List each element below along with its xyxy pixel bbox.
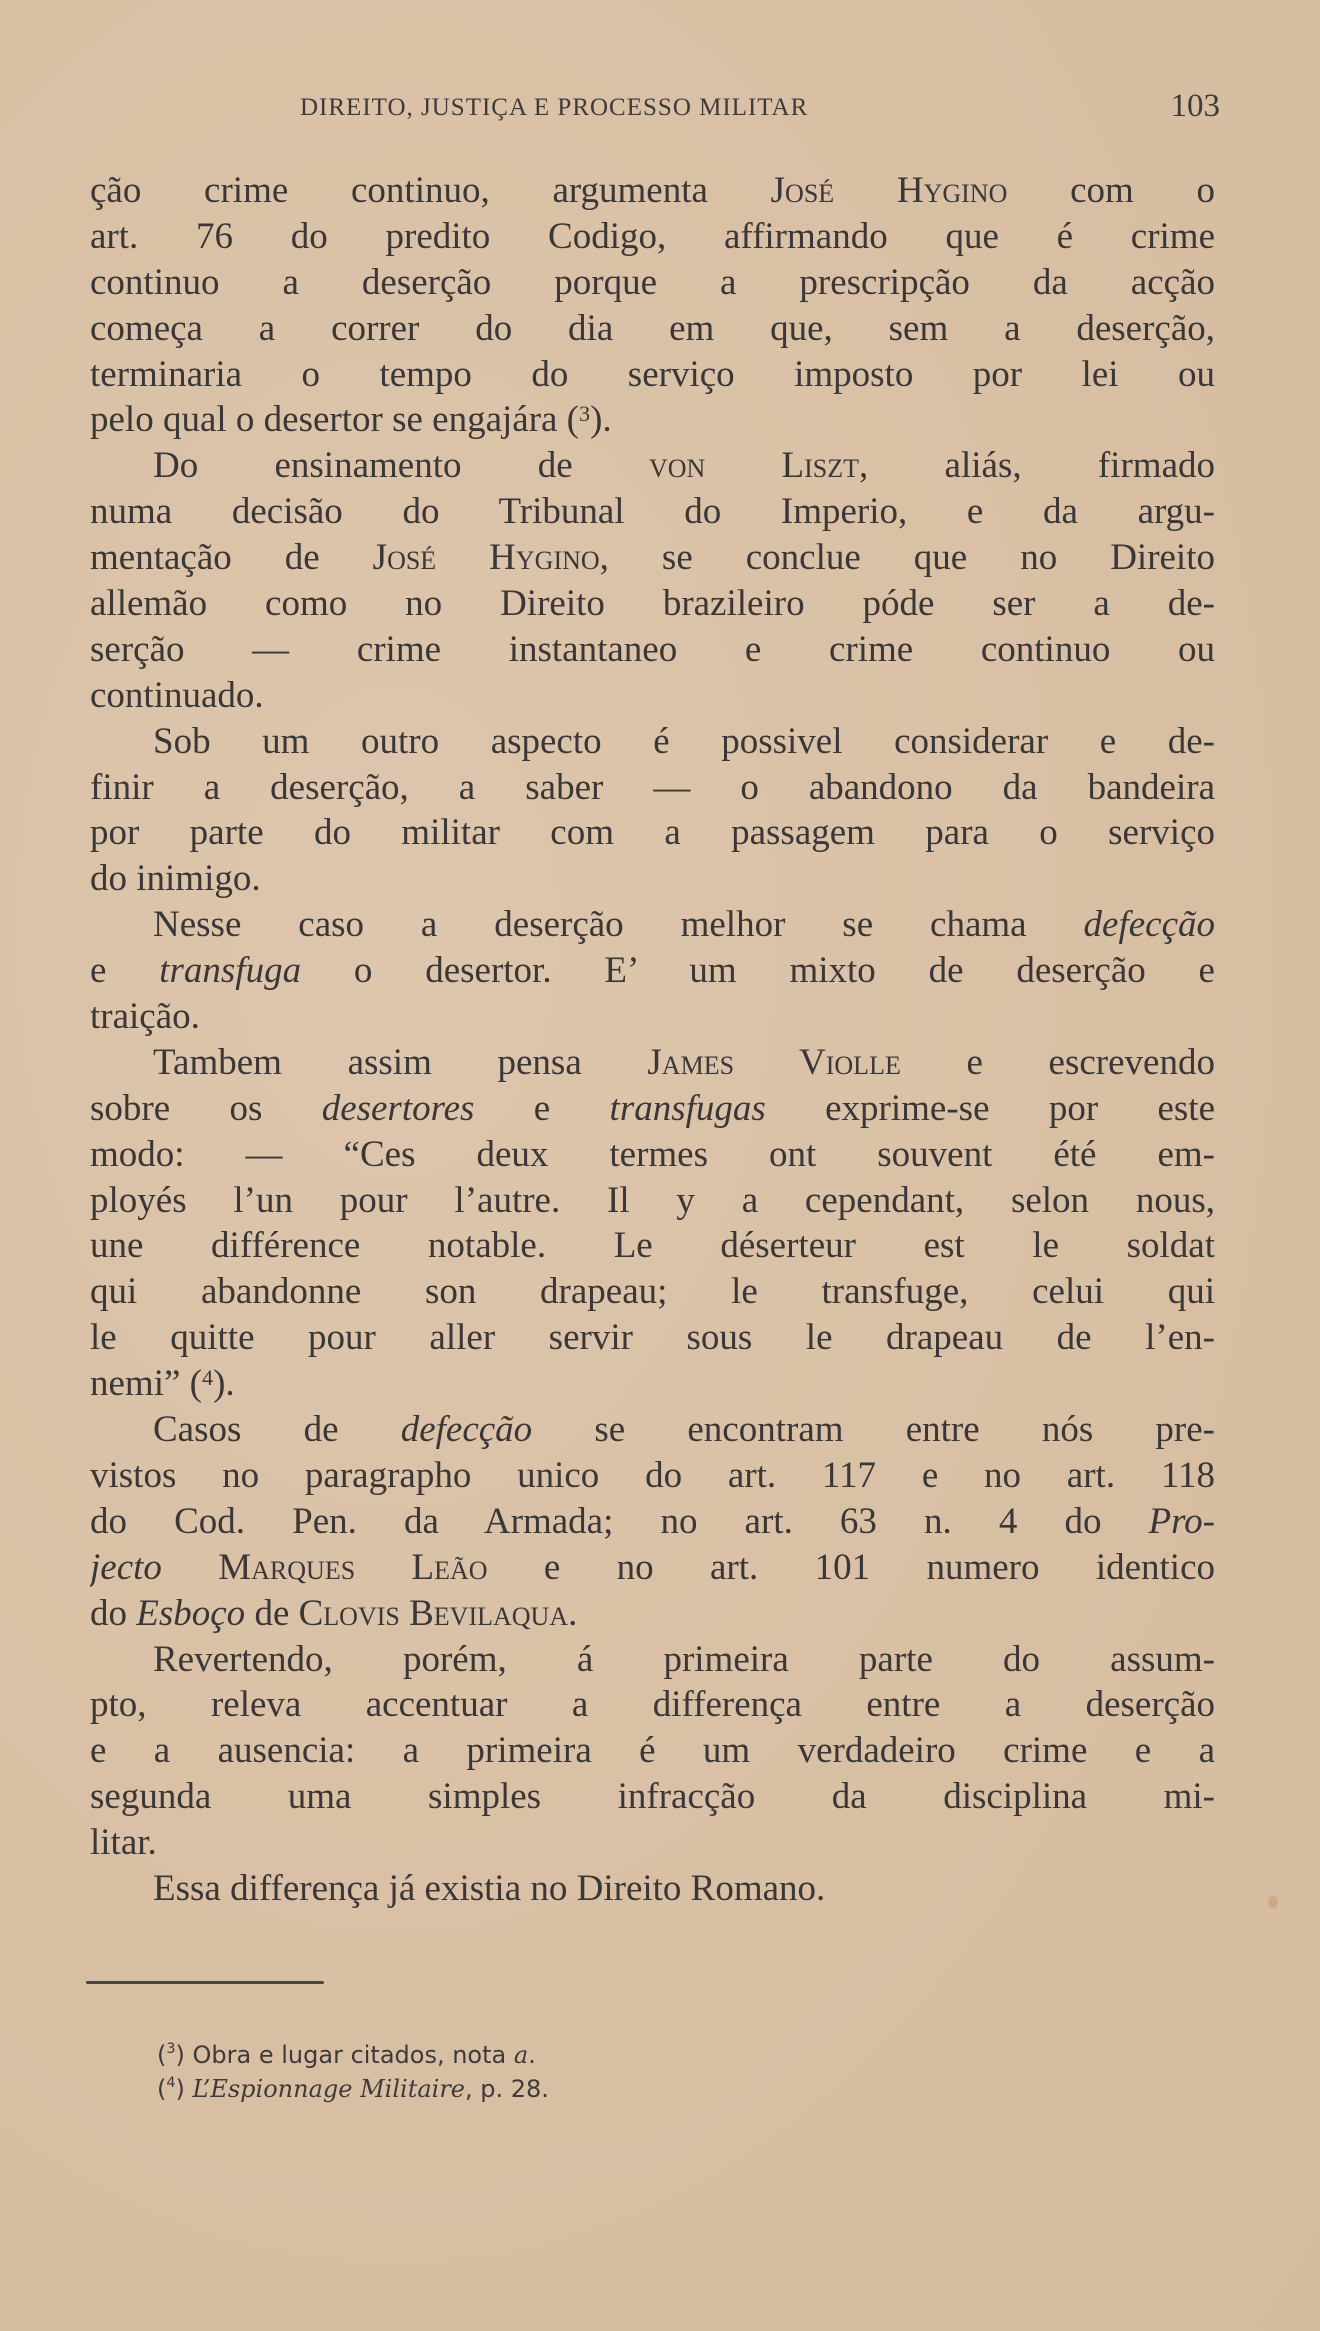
text-line (90, 1040, 1215, 1086)
footnote-reference: 4 (166, 2075, 176, 2091)
italic-term: Pro- (1148, 1500, 1215, 1542)
text-line (90, 1269, 1215, 1315)
text-run: finir a deserção, a saber — o abandono da bandeira (90, 766, 1215, 808)
text-run: numa decisão do Tribunal do Imperio, e da argu- (90, 491, 1215, 533)
text-run: o desertor. E’ um mixto de deserção e (301, 950, 1215, 992)
text-line (90, 1637, 1215, 1683)
text-line (90, 856, 1215, 902)
italic-term: jecto (90, 1546, 162, 1588)
text-run: ) Obra e lugar citados, nota (175, 2041, 514, 2069)
text-run: qui abandonne son drapeau; le transfuge, celui qui (90, 1271, 1215, 1313)
text-line (90, 1866, 1215, 1912)
footnote (157, 2038, 857, 2072)
text-run: ) (175, 2075, 193, 2103)
text-line (90, 1315, 1215, 1361)
text-run: Revertendo, porém, á primeira parte do assum- (153, 1638, 1215, 1680)
text-line (90, 810, 1215, 856)
text-run: exprime-se por este (765, 1087, 1215, 1129)
italic-term: L’Espionnage Militaire (192, 2075, 465, 2103)
text-line (90, 1820, 1215, 1866)
text-line (90, 1178, 1215, 1224)
text-run: ployés l’un pour l’autre. Il y a cependant, selon nous, (90, 1179, 1215, 1221)
text-run: mentação de (90, 537, 373, 579)
page-number: 103 (1170, 88, 1220, 124)
text-run: do inimigo. (90, 858, 261, 900)
running-title: DIREITO, JUSTIÇA E PROCESSO MILITAR (300, 94, 809, 121)
italic-term: defecção (1083, 904, 1215, 946)
text-run: une différence notable. Le déserteur est le soldat (90, 1225, 1215, 1267)
text-run: e a ausencia: a primeira é um verdadeiro crime e a (90, 1730, 1215, 1772)
author-name: José Hygino (770, 170, 1008, 211)
text-line (90, 1361, 1215, 1407)
text-line (90, 627, 1215, 673)
text-line (90, 1499, 1215, 1545)
italic-term: transfugas (609, 1087, 766, 1129)
text-line (90, 1453, 1215, 1499)
text-line (90, 535, 1215, 581)
text-run: terminaria o tempo do serviço imposto por lei ou (90, 353, 1215, 395)
text-run: modo: — “Ces deux termes ont souvent été em- (90, 1133, 1215, 1175)
text-run: e no art. 101 numero identico (487, 1546, 1215, 1588)
text-run: do (90, 1592, 137, 1634)
text-run: vistos no paragrapho unico do art. 117 e no art. 118 (90, 1454, 1215, 1496)
text-run: , se conclue que no Direito (599, 537, 1215, 579)
text-run: do Cod. Pen. da Armada; no art. 63 n. 4 do (90, 1500, 1149, 1542)
italic-term: a (513, 2041, 529, 2069)
italic-term: transfuga (159, 950, 302, 992)
text-line (90, 994, 1215, 1040)
text-run: , aliás, firmado (859, 445, 1215, 487)
author-name: James Violle (647, 1041, 901, 1083)
text-line (90, 1223, 1215, 1269)
text-run: art. 76 do predito Codigo, affirmando que é crime (90, 215, 1215, 257)
text-line (90, 1545, 1215, 1591)
text-run: por parte do militar com a passagem para o serviço (90, 812, 1215, 854)
text-run: Casos de (153, 1409, 401, 1451)
text-run: Nesse caso a deserção melhor se chama (153, 904, 1084, 946)
text-run: litar. (90, 1822, 157, 1864)
text-run: Essa differença já existia no Direito Romano. (153, 1867, 826, 1909)
footnote-reference: 4 (201, 1365, 214, 1391)
text-line (90, 352, 1215, 398)
body-text (90, 168, 1215, 1912)
text-run: ). (213, 1363, 235, 1405)
footnote-reference: 3 (166, 2041, 176, 2057)
text-run: allemão como no Direito brazileiro póde ser a de- (90, 583, 1215, 625)
text-run: , p. 28. (465, 2075, 549, 2103)
text-run: le quitte pour aller servir sous le drapeau de l’en- (90, 1317, 1215, 1359)
paper-stain (1268, 1896, 1278, 1908)
text-line (90, 765, 1215, 811)
text-line (90, 902, 1215, 948)
text-run: continuo a deserção porque a prescripção da acção (90, 261, 1215, 303)
text-line (90, 214, 1215, 260)
author-name: José Hygino (372, 537, 600, 579)
text-run: ). (590, 399, 612, 441)
text-line (90, 719, 1215, 765)
text-run: começa a correr do dia em que, sem a deserção, (90, 307, 1215, 349)
text-line (90, 1774, 1215, 1820)
text-run: com o (1007, 170, 1215, 211)
text-run: se encontram entre nós pre- (532, 1409, 1215, 1451)
text-run: de (245, 1592, 299, 1634)
author-name: von Liszt (648, 445, 860, 487)
text-line (90, 1591, 1215, 1637)
text-run: pelo qual o desertor se engajára ( (90, 399, 580, 441)
text-line (90, 306, 1215, 352)
text-run: serção — crime instantaneo e crime continuo ou (90, 628, 1215, 670)
text-line (90, 1086, 1215, 1132)
text-run: Tambem assim pensa (153, 1041, 648, 1083)
italic-term: desertores (321, 1087, 475, 1129)
text-run: pto, releva accentuar a differença entre a deserção (90, 1684, 1215, 1726)
text-run (162, 1547, 218, 1588)
text-run: e (90, 950, 160, 992)
text-line (90, 673, 1215, 719)
text-run: . (568, 1592, 578, 1634)
text-run: continuado. (90, 674, 264, 716)
text-line (90, 1728, 1215, 1774)
text-run: ção crime continuo, argumenta (90, 170, 771, 211)
author-name: Marques Leão (218, 1546, 488, 1588)
page-header (300, 88, 1220, 128)
text-line (90, 260, 1215, 306)
text-run: e escrevendo (900, 1041, 1215, 1083)
text-line (90, 581, 1215, 627)
text-run: ( (157, 2041, 167, 2069)
text-run: Sob um outro aspecto é possivel considerar e de- (153, 720, 1215, 762)
text-run: segunda uma simples infracção da disciplina mi- (90, 1776, 1215, 1818)
text-run: ( (157, 2075, 167, 2103)
italic-term: defecção (400, 1409, 533, 1451)
text-line (90, 443, 1215, 489)
text-line (90, 1132, 1215, 1178)
italic-term: Esboço (136, 1592, 246, 1634)
footnotes (157, 2038, 857, 2106)
text-run: e (474, 1087, 610, 1129)
text-run: . (528, 2041, 536, 2069)
author-name: Clovis Bevilaqua (298, 1592, 569, 1634)
text-line (90, 1682, 1215, 1728)
text-run: nemi” ( (90, 1363, 202, 1405)
text-line (90, 948, 1215, 994)
text-run: traição. (90, 996, 200, 1038)
text-line (90, 168, 1215, 214)
text-line (90, 397, 1215, 443)
text-line (90, 1407, 1215, 1453)
footnote-reference: 3 (579, 401, 591, 427)
text-line (90, 489, 1215, 535)
footnote-separator (86, 1981, 324, 1984)
footnote (157, 2072, 857, 2106)
text-run: sobre os (90, 1087, 322, 1129)
text-run: Do ensinamento de (153, 445, 649, 487)
